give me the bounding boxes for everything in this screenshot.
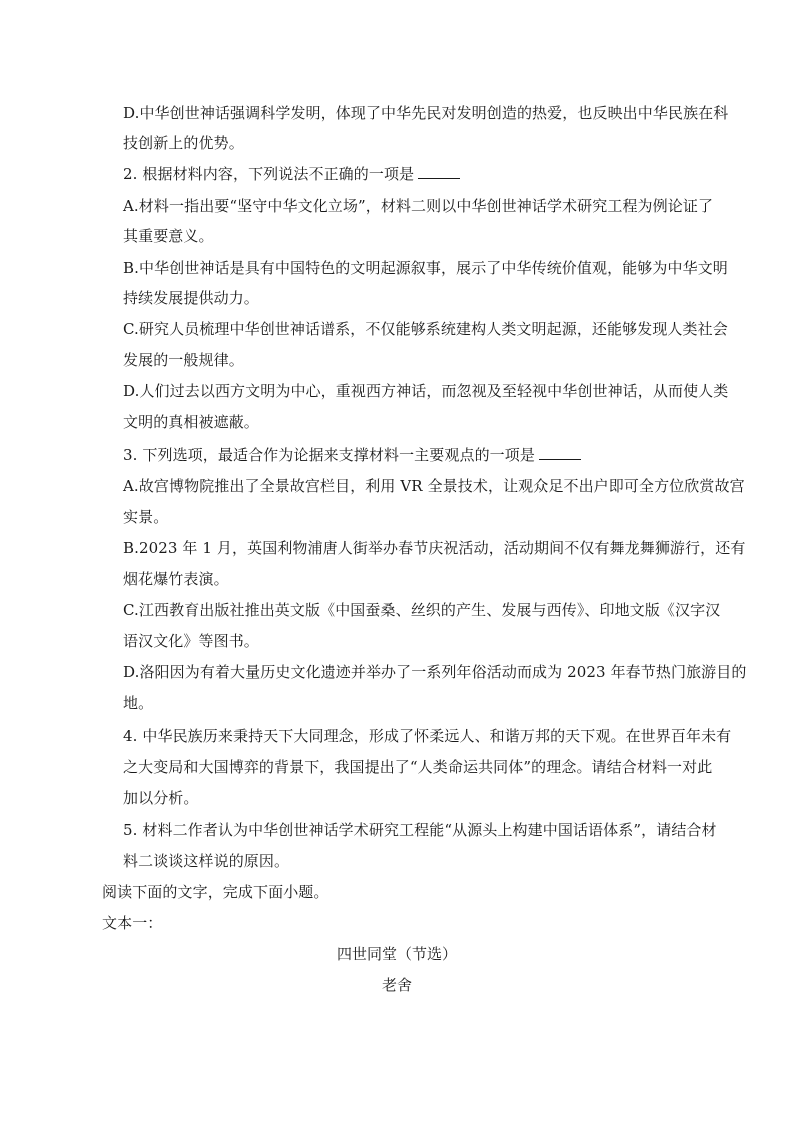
q2-option-a-line2: 其重要意义。 <box>123 227 214 245</box>
q3-option-d-line2: 地。 <box>123 694 154 712</box>
q3-option-b-line2: 烟花爆竹表演。 <box>123 570 229 588</box>
text-one-label: 文本一： <box>102 914 163 932</box>
question-3-text: 3. 下列选项，最适合作为论据来支撑材料一主要观点的一项是 <box>123 446 535 464</box>
question-4-line2: 之大变局和大国博弈的背景下，我国提出了“人类命运共同体”的理念。请结合材料一对此 <box>123 758 713 776</box>
q3-option-c-line1: C.江西教育出版社推出英文版《中国蚕桑、丝织的产生、发展与西传》、印地文版《汉字汉 <box>123 601 721 619</box>
q3-option-a-line2: 实景。 <box>123 508 169 526</box>
q3-option-b-line1: B.2023 年 1 月，英国利物浦唐人街举办春节庆祝活动，活动期间不仅有舞龙舞狮游行，还有 <box>123 539 746 557</box>
q2-option-c-line1: C.研究人员梳理中华创世神话谱系，不仅能够系统建构人类文明起源，还能够发现人类社会 <box>123 320 728 338</box>
q3-option-c-line2: 语汉文化》等图书。 <box>123 632 259 650</box>
q2-option-d-line2: 文明的真相被遮蔽。 <box>123 413 259 431</box>
question-5-line2: 料二谈谈这样说的原因。 <box>123 852 290 870</box>
passage-title: 四世同堂（节选） <box>336 945 457 963</box>
question-3 <box>123 445 581 465</box>
question-2-text: 2. 根据材料内容，下列说法不正确的一项是 <box>123 165 415 183</box>
q3-option-d-line1: D.洛阳因为有着大量历史文化遗迹并举办了一系列年俗活动而成为 2023 年春节热门旅游目的 <box>123 663 747 681</box>
q2-option-d-line1: D.人们过去以西方文明为中心，重视西方神话，而忽视及至轻视中华创世神话，从而使人类 <box>123 382 729 400</box>
option-d-q1-line2: 技创新上的优势。 <box>123 134 244 152</box>
question-5-line1: 5. 材料二作者认为中华创世神话学术研究工程能“从源头上构建中国话语体系”，请结合材 <box>123 821 717 839</box>
answer-blank <box>418 164 460 179</box>
question-4-line1: 4. 中华民族历来秉持天下大同理念，形成了怀柔远人、和谐万邦的天下观。在世界百年未有 <box>123 727 732 745</box>
q2-option-a-line1: A.材料一指出要“坚守中华文化立场”，材料二则以中华创世神话学术研究工程为例论证了 <box>123 197 714 215</box>
passage-author: 老舍 <box>381 976 412 994</box>
option-d-q1-line1: D.中华创世神话强调科学发明，体现了中华先民对发明创造的热爱，也反映出中华民族在科 <box>123 104 729 122</box>
q2-option-c-line2: 发展的一般规律。 <box>123 351 244 369</box>
q2-option-b-line1: B.中华创世神话是具有中国特色的文明起源叙事，展示了中华传统价值观，能够为中华文明 <box>123 259 728 277</box>
answer-blank <box>539 445 581 460</box>
question-4-line3: 加以分析。 <box>123 789 199 807</box>
q2-option-b-line2: 持续发展提供动力。 <box>123 289 259 307</box>
question-2 <box>123 164 460 184</box>
q3-option-a-line1: A.故宫博物院推出了全景故宫栏目，利用 VR 全景技术，让观众足不出户即可全方位欣赏故宫 <box>123 477 745 495</box>
reading-instruction: 阅读下面的文字，完成下面小题。 <box>102 883 329 901</box>
